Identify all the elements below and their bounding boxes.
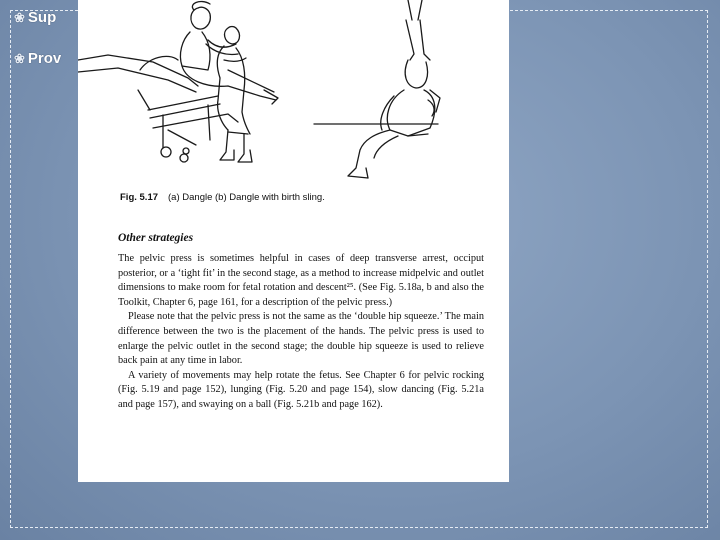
bullet-text-2: Prov [27, 50, 62, 67]
birth-bed-drawing [78, 55, 238, 162]
flower-bullet-icon: ❀ [14, 51, 25, 66]
paragraph-1: The pelvic press is sometimes helpful in cases of deep transverse arrest, occiput posterior, or a ‘tight fit’ in the second stage, as a method to increase midpelvic and outlet dimensions to make room for fetal rotation and descent²⁵. (See Fig. 5.18a, b and also the Toolkit, Chapter 6, page 161, for a description of the pelvic press.) [118, 253, 484, 308]
figure-caption-number: Fig. 5.17 [120, 192, 159, 203]
book-page-image [78, 0, 509, 482]
bullet-item-1 [14, 9, 56, 26]
dangle-figure-illustration [78, 0, 509, 190]
bullet-item-2 [14, 50, 61, 67]
bullet-text-1: Sup [27, 9, 57, 26]
figure-caption-text: (a) Dangle (b) Dangle with birth sling. [168, 192, 325, 203]
helper-and-laboring-woman-drawing [180, 2, 278, 162]
paragraph-3: A variety of movements may help rotate the fetus. See Chapter 6 for pelvic rocking (Fig. 5.19 and page 152), lunging (Fig. 5.20 and page 154), slow dancing (Fig. 5.21a and page 157), and swaying on a ball (Fig. 5.21b and page 162). [118, 369, 484, 410]
paragraph-2: Please note that the pelvic press is not the same as the ‘double hip squeeze.’ The main difference between the two is the placement of the hands. The pelvic press is used to enlarge the pelvic outlet in the second stage; the double hip squeeze is used to relieve back pain at any time in labor. [118, 311, 484, 367]
figure-caption [120, 192, 325, 203]
section-heading: Other strategies [118, 232, 194, 244]
flower-bullet-icon: ❀ [14, 10, 25, 25]
body-text [118, 252, 484, 413]
sling-dangle-drawing [314, 0, 440, 178]
